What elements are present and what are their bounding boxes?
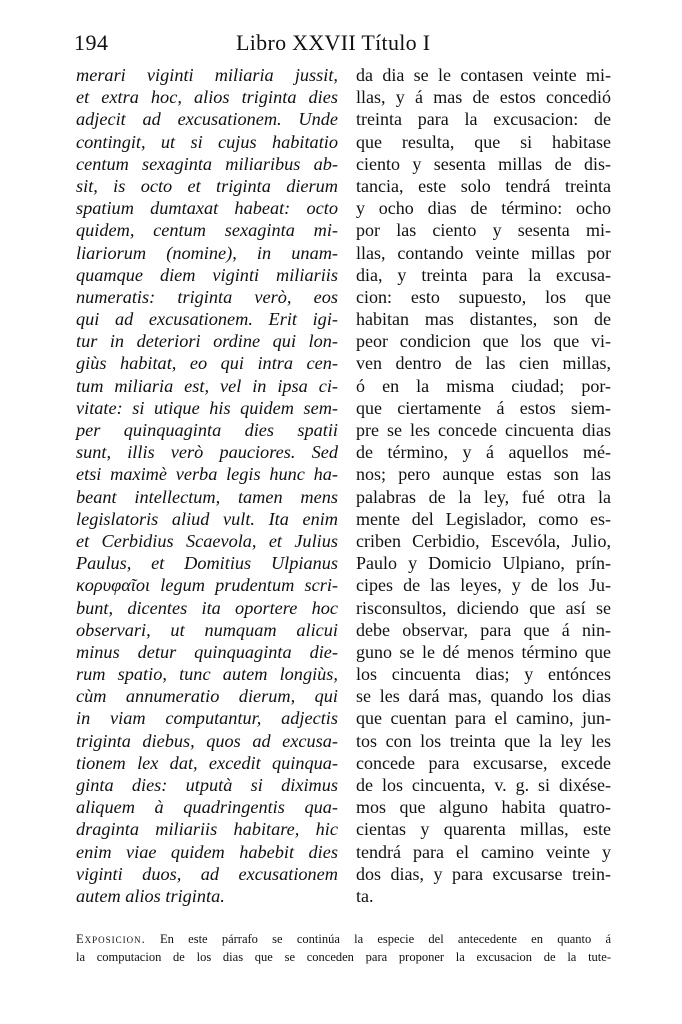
latin-column	[76, 64, 338, 907]
latin-line: Paulus, et Domitius Ulpianus	[76, 553, 338, 574]
latin-line: legislatoris aliud vult. Ita enim	[76, 508, 338, 529]
spanish-line: llas, contando veinte millas por	[356, 242, 611, 263]
spanish-line: de término, y á aquellos mé-	[356, 442, 611, 463]
spanish-line: que cuentan para el camino, jun-	[356, 708, 611, 729]
latin-line: et Cerbidius Scaevola, et Julius	[76, 530, 338, 551]
spanish-line: que ciertamente á estos siem-	[356, 397, 611, 418]
spanish-line: mente del Legislador, como es-	[356, 508, 611, 529]
spanish-line: ven dentro de las cien millas,	[356, 353, 611, 374]
spanish-line: peor condicion que los que vi-	[356, 331, 611, 352]
spanish-line: los cincuenta dias; y entónces	[356, 664, 611, 685]
spanish-line: da dia se le contasen veinte mi-	[356, 65, 611, 85]
spanish-line: dia, y treinta para la excusa-	[356, 264, 611, 285]
spanish-line: habitan mas distantes, son de	[356, 309, 611, 330]
spanish-line: se les dará mas, quando los dias	[356, 686, 611, 707]
latin-line: triginta diebus, quos ad excusa-	[76, 730, 338, 751]
spanish-line: que resulta, que si habitase	[356, 131, 611, 152]
latin-line: etsi maximè verba legis hunc ha-	[76, 464, 338, 485]
spanish-line: ciento y sesenta millas de dis-	[356, 153, 611, 174]
latin-line: sunt, illis verò pauciores. Sed	[76, 442, 338, 463]
exposition-note	[76, 930, 611, 966]
latin-line: κορυφαῖοι legum prudentum scri-	[76, 575, 338, 596]
spanish-line: cion: esto supuesto, los que	[356, 286, 611, 307]
spanish-line: dos dias, y para excusarse trein-	[356, 863, 611, 884]
latin-line: merari viginti miliaria jussit,	[76, 65, 338, 85]
spanish-line: mos que alguno habita quatro-	[356, 797, 611, 818]
latin-line: quidem, centum sexaginta mi-	[76, 220, 338, 241]
spanish-line: nos; pero aunque estas son las	[356, 464, 611, 485]
latin-line: spatium dumtaxat habeat: octo	[76, 198, 338, 219]
latin-line: draginta miliariis habitare, hic	[76, 819, 338, 840]
latin-line: rum spatio, tunc autem longiùs,	[76, 664, 338, 685]
spanish-line: palabras de la ley, fué otra la	[356, 486, 611, 507]
latin-line: sit, is octo et triginta dierum	[76, 175, 338, 196]
spanish-line: tos con los treinta que la ley les	[356, 730, 611, 751]
spanish-line: concede para excusarse, excede	[356, 752, 611, 773]
latin-line: adjecit ad excusationem. Unde	[76, 109, 338, 130]
spanish-line: pre se les concede cincuenta dias	[356, 420, 611, 440]
latin-line: tur in deteriori ordine qui lon-	[76, 331, 338, 352]
footnote-text-2: la computacion de los dias que se conceden para proponer la excusacion de la tute-	[76, 950, 611, 964]
spanish-column	[356, 64, 611, 907]
spanish-line: risconsultos, diciendo que así se	[356, 597, 611, 618]
latin-line: enim viae quidem habebit dies	[76, 841, 338, 862]
latin-line: aliquem à quadringentis qua-	[76, 797, 338, 818]
spanish-line: debe observar, para que á nin-	[356, 619, 611, 640]
page-header	[74, 30, 614, 60]
spanish-line: de los cincuenta, v. g. si dixése-	[356, 775, 611, 795]
latin-line: cùm annumeratio dierum, qui	[76, 686, 338, 707]
latin-line: contingit, ut si cujus habitatio	[76, 131, 338, 152]
spanish-line: llas, y á mas de estos concedió	[356, 87, 611, 108]
latin-line: per quinquaginta dies spatii	[76, 420, 338, 440]
latin-line: vitate: si utique his quidem sem-	[76, 397, 338, 418]
latin-line: quamque diem viginti miliariis	[76, 264, 338, 285]
spanish-line: guno se le dé menos término que	[356, 641, 611, 662]
spanish-line: tendrá para el camino veinte y	[356, 841, 611, 862]
footnote-line	[76, 948, 611, 966]
spanish-line: y ocho dias de término: ocho	[356, 198, 611, 219]
latin-line: bunt, dicentes ita oportere hoc	[76, 597, 338, 618]
page-number: 194	[74, 30, 109, 55]
footnote-text-1: En este párrafo se continúa la especie del antecedente en quanto á	[160, 932, 612, 946]
latin-line: in viam computantur, adjectis	[76, 708, 338, 729]
latin-line: autem alios triginta.	[76, 885, 225, 906]
latin-line: qui ad excusationem. Erit igi-	[76, 309, 338, 330]
running-title: Libro XXVII Título I	[236, 30, 431, 55]
latin-line: observari, ut numquam alicui	[76, 619, 338, 640]
latin-line: giùs habitat, eo qui intra cen-	[76, 353, 338, 374]
spanish-line: por las ciento y sesenta mi-	[356, 220, 611, 241]
spanish-line: Paulo y Domicio Ulpiano, prín-	[356, 553, 611, 574]
latin-line: tionem lex dat, excedit quinqua-	[76, 752, 338, 773]
spanish-line: tancia, este solo tendrá treinta	[356, 175, 611, 196]
latin-line: viginti duos, ad excusationem	[76, 863, 338, 884]
spanish-line: ta.	[356, 885, 374, 906]
latin-line: tum miliaria est, vel in ipsa ci-	[76, 375, 338, 396]
latin-line: beant intellectum, tamen mens	[76, 486, 338, 507]
footnote-line	[76, 930, 611, 948]
latin-line: ginta dies: utputà si diximus	[76, 775, 338, 795]
spanish-line: criben Cerbidio, Escevóla, Julio,	[356, 530, 611, 551]
spanish-line: cientas y quarenta millas, este	[356, 819, 611, 840]
spanish-line: treinta para la excusacion: de	[356, 109, 611, 130]
latin-line: numeratis: triginta verò, eos	[76, 286, 338, 307]
spanish-line: cipes de las leyes, y de los Ju-	[356, 575, 611, 596]
latin-line: et extra hoc, alios triginta dies	[76, 87, 338, 108]
spanish-line: ó en la misma ciudad; por-	[356, 375, 611, 396]
latin-line: liariorum (nomine), in unam-	[76, 242, 338, 263]
latin-line: minus detur quinquaginta die-	[76, 641, 338, 662]
footnote-label: Exposicion.	[76, 932, 146, 946]
latin-line: centum sexaginta miliaribus ab-	[76, 153, 338, 174]
